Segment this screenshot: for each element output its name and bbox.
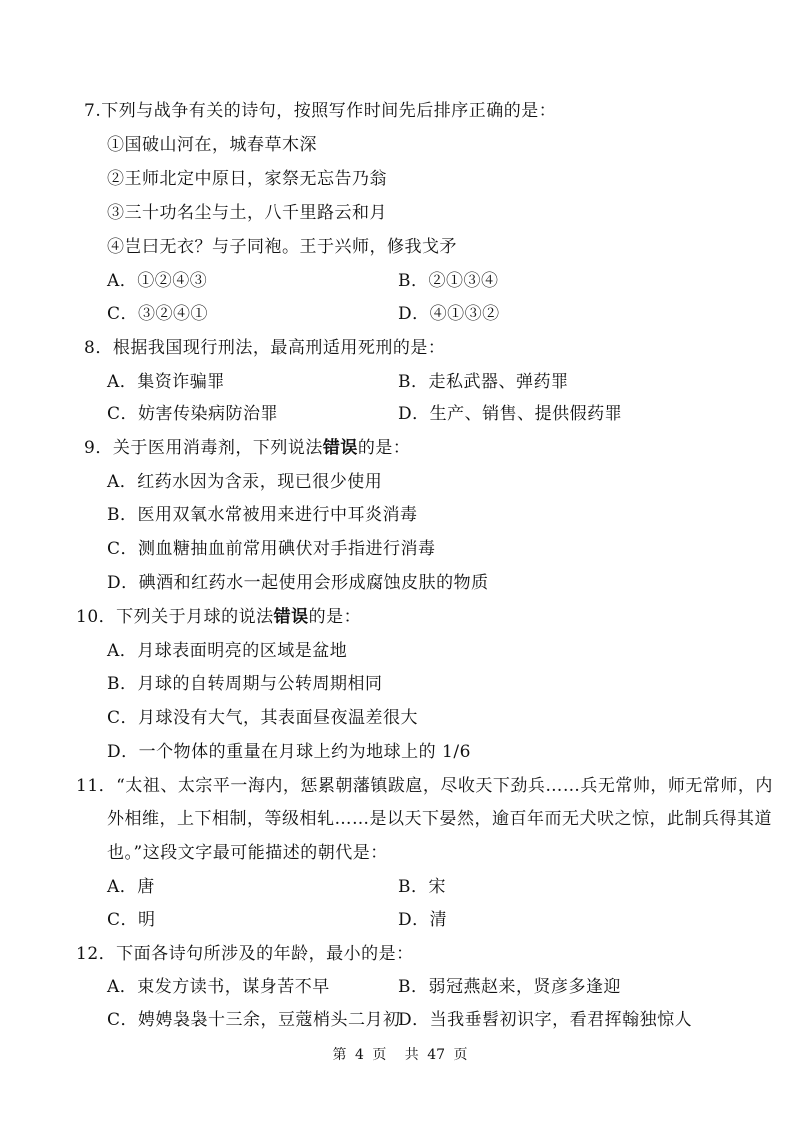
option-c: C．明	[107, 910, 156, 930]
option-a: A．唐	[107, 877, 155, 897]
option-b: B．走私武器、弹药罪	[398, 372, 569, 392]
option-c: C．测血糖抽血前常用碘伏对手指进行消毒	[107, 539, 436, 559]
page-number: 4	[354, 1047, 364, 1063]
option-d: D．生产、销售、提供假药罪	[398, 404, 623, 424]
option-c: C．妨害传染病防治罪	[107, 404, 279, 424]
option-b: B．宋	[398, 877, 446, 897]
option-a: A．①②④③	[107, 271, 208, 291]
option-d: D．碘酒和红药水一起使用会形成腐蚀皮肤的物质	[107, 573, 489, 593]
emphasis-text: 错误	[322, 438, 358, 458]
list-item: ③三十功名尘与土，八千里路云和月	[107, 203, 387, 223]
option-d: D．当我垂髫初识字，看君挥翰独惊人	[398, 1010, 693, 1030]
option-c: C．月球没有大气，其表面昼夜温差很大	[107, 708, 419, 728]
option-a: A．集资诈骗罪	[107, 372, 225, 392]
list-item: ②王师北定中原日，家祭无忘告乃翁	[107, 169, 387, 189]
option-b: B．弱冠燕赵来，贤彦多逢迎	[398, 977, 621, 997]
emphasis-text: 错误	[273, 607, 309, 627]
option-b: B．月球的自转周期与公转周期相同	[107, 674, 383, 694]
question-number: 7.	[84, 101, 102, 121]
option-a: A．束发方读书，谋身苦不早	[107, 977, 330, 997]
option-b: B．医用双氧水常被用来进行中耳炎消毒	[107, 505, 418, 525]
page-footer: 第 4 页 共 47 页	[332, 1047, 468, 1063]
question-stem: 8．根据我国现行刑法，最高刑适用死刑的是：	[84, 338, 446, 358]
question-stem-continuation: 也。”这段文字最可能描述的朝代是：	[107, 843, 388, 863]
question-stem-continuation: 外相维，上下相制，等级相轧……是以天下晏然，逾百年而无犬吠之惊，此制兵得其道	[107, 809, 772, 829]
option-b: B．②①③④	[398, 271, 499, 291]
question-stem: 9．关于医用消毒剂，下列说法错误的是：	[84, 438, 411, 458]
option-d: D．④①③②	[398, 304, 500, 324]
question-number: 12．	[76, 944, 117, 964]
option-c: C．③②④①	[107, 304, 209, 324]
option-a: A．月球表面明亮的区域是盆地	[107, 641, 348, 661]
list-item: ①国破山河在，城春草木深	[107, 135, 317, 155]
question-number: 9．	[84, 438, 113, 458]
question-stem: 11．“太祖、太宗平一海内，惩累朝藩镇跋扈，尽收天下劲兵……兵无常帅，师无常师，内	[76, 776, 773, 796]
question-number: 8．	[84, 338, 113, 358]
option-a: A．红药水因为含汞，现已很少使用	[107, 472, 383, 492]
option-c: C．娉娉袅袅十三余，豆蔻梢头二月初	[107, 1010, 401, 1030]
question-number: 10．	[76, 607, 117, 627]
question-stem: 7.下列与战争有关的诗句，按照写作时间先后排序正确的是：	[84, 101, 557, 121]
option-d: D．清	[398, 910, 448, 930]
list-item: ④岂曰无衣？与子同袍。王于兴师，修我戈矛	[107, 237, 457, 257]
option-d: D．一个物体的重量在月球上约为地球上的 1/6	[107, 742, 471, 762]
question-number: 11．	[76, 776, 117, 796]
question-stem: 10．下列关于月球的说法错误的是：	[76, 607, 362, 627]
total-pages: 47	[427, 1047, 446, 1063]
question-stem: 12．下面各诗句所涉及的年龄，最小的是：	[76, 944, 414, 964]
